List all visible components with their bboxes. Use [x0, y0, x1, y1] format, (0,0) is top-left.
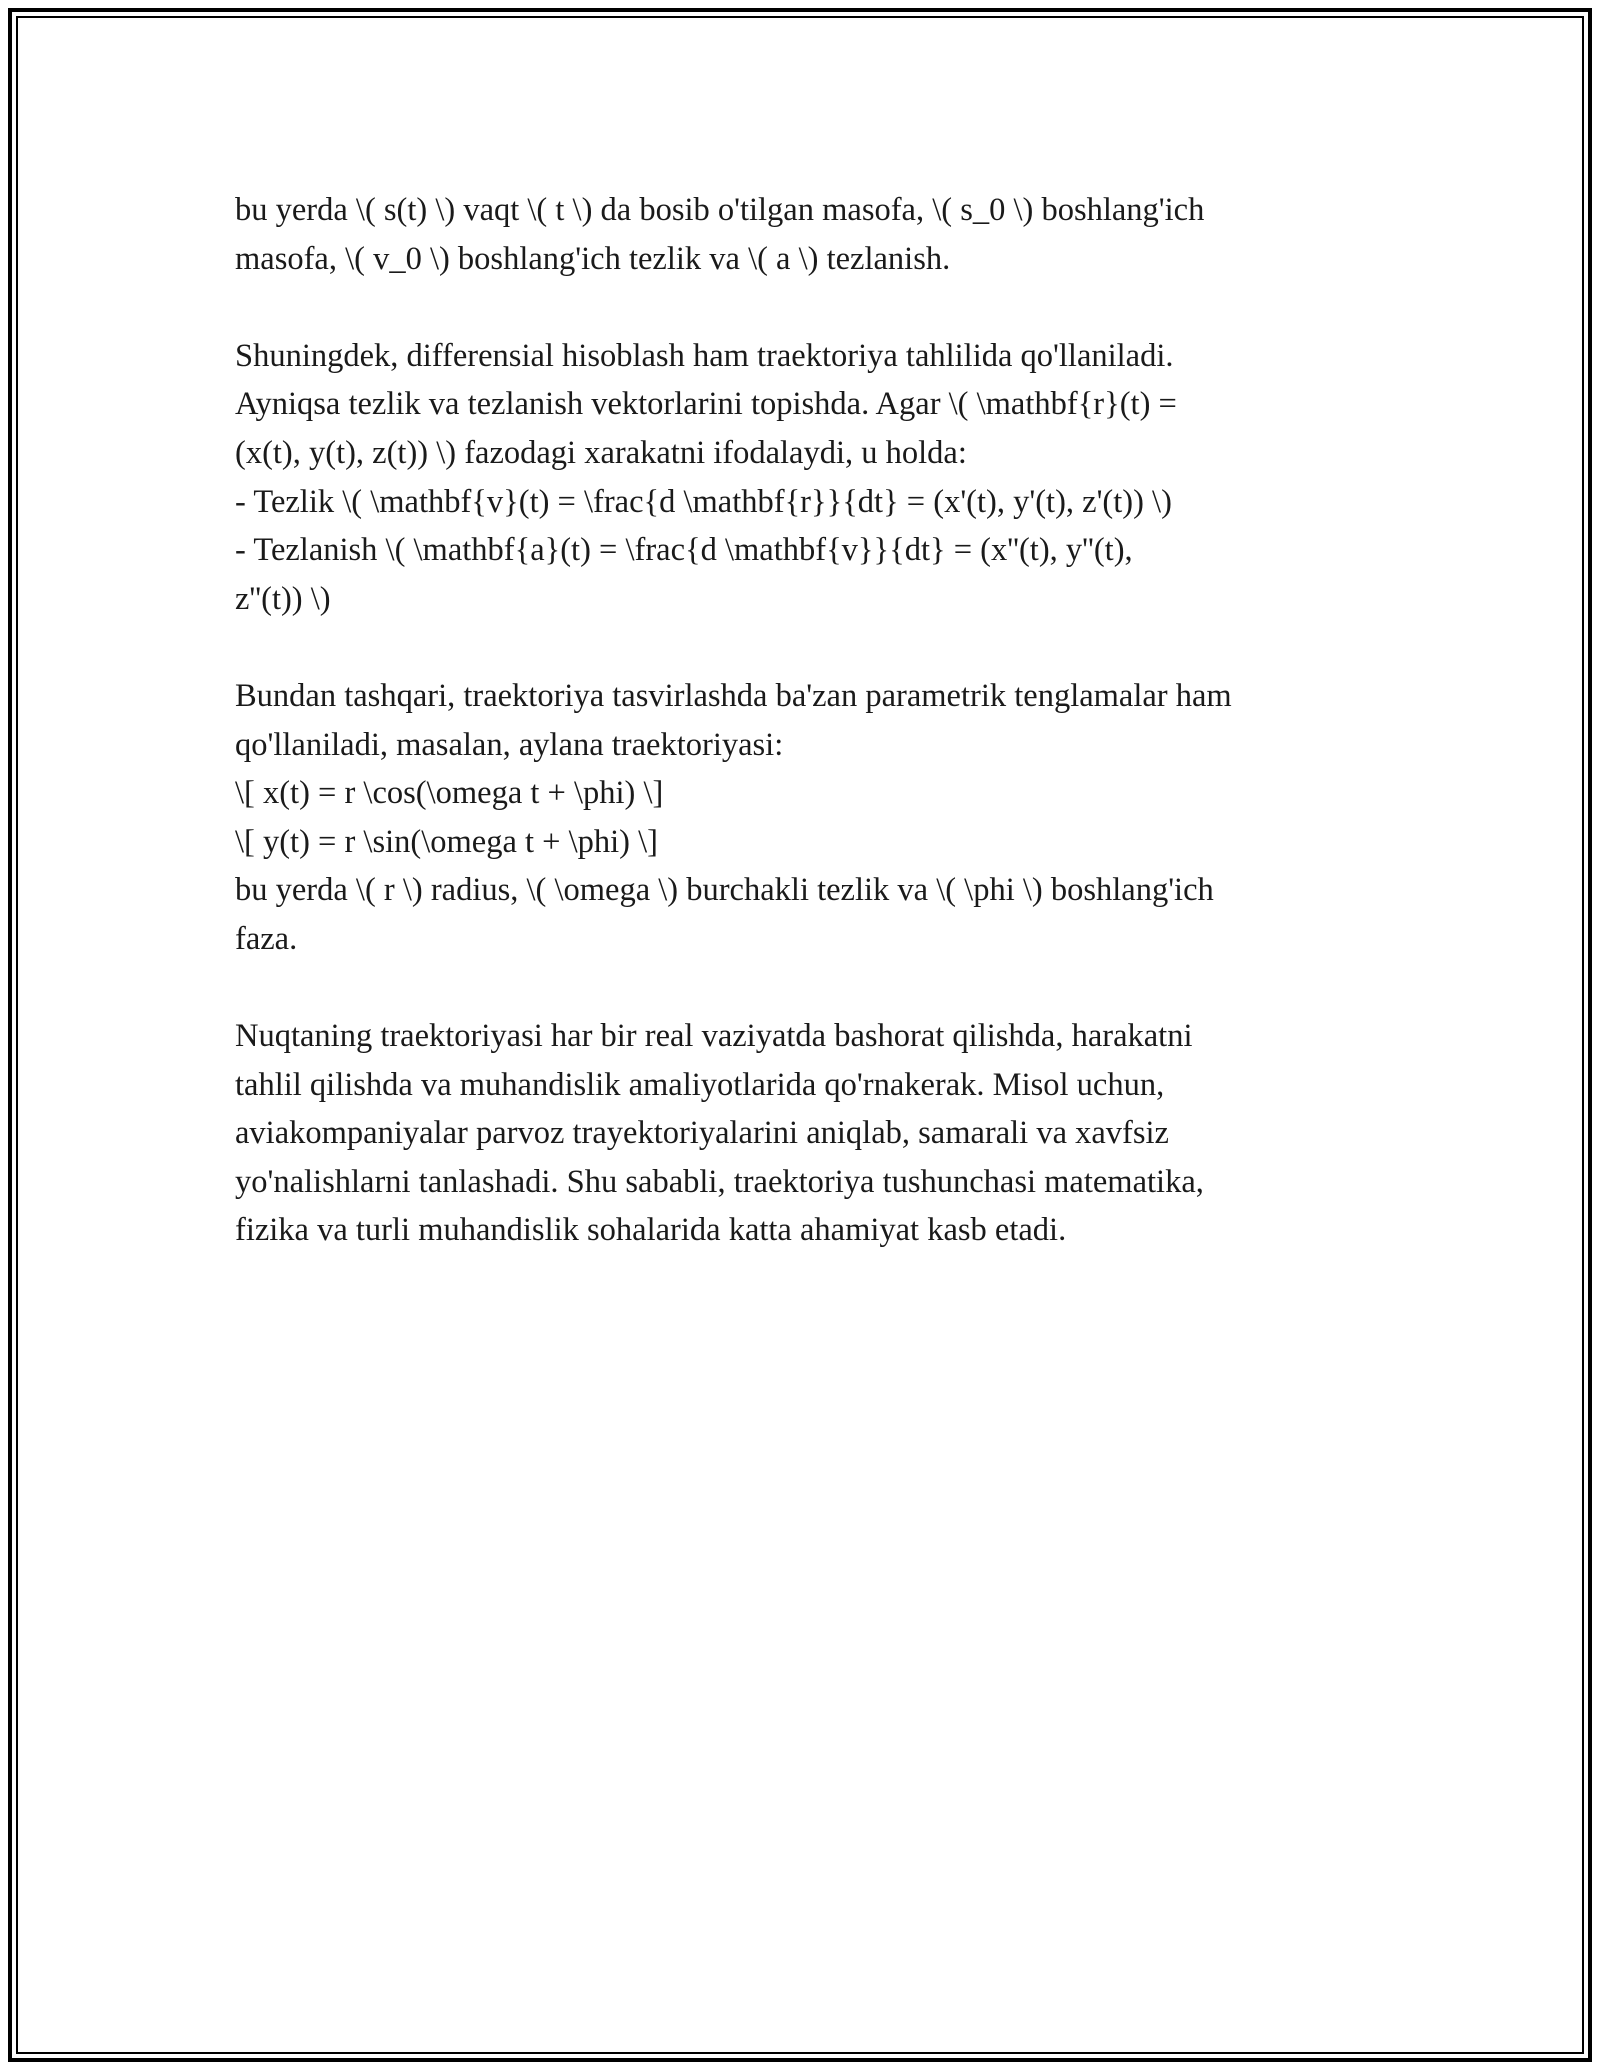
text-line: fizika va turli muhandislik sohalarida katta ahamiyat kasb etadi.: [235, 1212, 1067, 1249]
paragraph-parametric-equations: [235, 672, 1395, 964]
text-line: yo'nalishlarni tanlashadi. Shu sababli, traektoriya tushunchasi matematika,: [235, 1163, 1204, 1200]
text-line: - Tezlanish \( \mathbf{a}(t) = \frac{d \mathbf{v}}{dt} = (x''(t), y''(t),: [235, 532, 1133, 569]
text-line: tahlil qilishda va muhandislik amaliyotlarida qo'rnakerak. Misol uchun,: [235, 1066, 1165, 1103]
text-line: \[ x(t) = r \cos(\omega t + \phi) \]: [235, 775, 664, 812]
text-line: z''(t)) \): [235, 580, 331, 617]
text-line: Nuqtaning traektoriyasi har bir real vaziyatda bashorat qilishda, harakatni: [235, 1018, 1193, 1055]
text-line: qo'llaniladi, masalan, aylana traektoriyasi:: [235, 726, 784, 763]
text-line: faza.: [235, 920, 298, 957]
text-line: - Tezlik \( \mathbf{v}(t) = \frac{d \mathbf{r}}{dt} = (x'(t), y'(t), z'(t)) \): [235, 483, 1172, 520]
text-line: (x(t), y(t), z(t)) \) fazodagi xarakatni ifodalaydi, u holda:: [235, 434, 967, 471]
paragraph-motion-definitions: [235, 186, 1395, 283]
text-line: bu yerda \( s(t) \) vaqt \( t \) da bosib o'tilgan masofa, \( s_0 \) boshlang'ich: [235, 192, 1205, 228]
text-line: Shuningdek, differensial hisoblash ham traektoriya tahlilida qo'llaniladi.: [235, 337, 1174, 374]
text-line: \[ y(t) = r \sin(\omega t + \phi) \]: [235, 823, 658, 860]
document-body: [235, 186, 1395, 1304]
text-line: bu yerda \( r \) radius, \( \omega \) burchakli tezlik va \( \phi \) boshlang'ich: [235, 872, 1214, 909]
text-line: aviakompaniyalar parvoz trayektoriyalarini aniqlab, samarali va xavfsiz: [235, 1115, 1169, 1152]
text-line: Bundan tashqari, traektoriya tasvirlashda ba'zan parametrik tenglamalar ham: [235, 677, 1232, 714]
paragraph-applications: [235, 1012, 1395, 1255]
text-line: Ayniqsa tezlik va tezlanish vektorlarini topishda. Agar \( \mathbf{r}(t) =: [235, 386, 1177, 423]
text-line: masofa, \( v_0 \) boshlang'ich tezlik va \( a \) tezlanish.: [235, 240, 951, 277]
paragraph-differential-calculus: [235, 332, 1395, 624]
